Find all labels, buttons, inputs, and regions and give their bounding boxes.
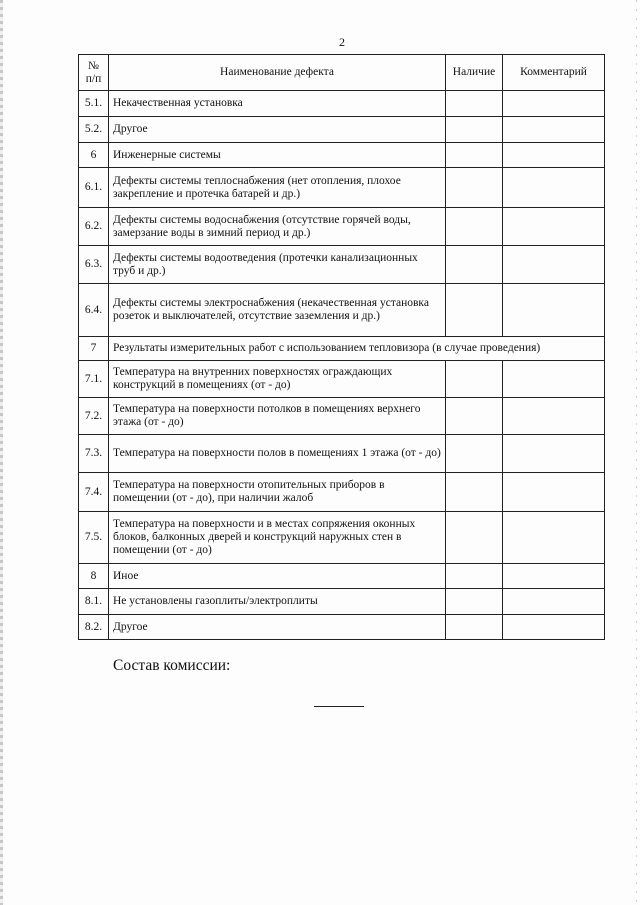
row-defect-name: Некачественная установка <box>109 91 446 117</box>
row-defect-name: Температура на поверхности потолков в помещениях верхнего этажа (от - до) <box>109 398 446 435</box>
header-comment: Комментарий <box>503 55 605 91</box>
table-row <box>79 208 605 246</box>
row-number: 7.4. <box>79 473 109 512</box>
row-number: 8.2. <box>79 615 109 640</box>
table-row <box>79 435 605 473</box>
row-defect-name: Другое <box>109 117 446 143</box>
table-row <box>79 564 605 589</box>
row-presence-cell <box>446 284 503 337</box>
row-number: 7.5. <box>79 512 109 564</box>
table-row <box>79 589 605 615</box>
row-number: 6 <box>79 143 109 168</box>
row-comment-cell <box>503 117 605 143</box>
table-row <box>79 337 605 361</box>
row-presence-cell <box>446 117 503 143</box>
row-number: 6.1. <box>79 168 109 208</box>
table-row <box>79 473 605 512</box>
row-defect-name: Температура на поверхности отопительных приборов в помещении (от - до), при наличии жалоб <box>109 473 446 512</box>
header-num: № п/п <box>79 55 109 91</box>
row-defect-name: Дефекты системы водоснабжения (отсутствие горячей воды, замерзание воды в зимний период и др.) <box>109 208 446 246</box>
row-defect-name: Температура на поверхности и в местах сопряжения оконных блоков, балконных дверей и конструкций наружных стен в помещении (от - до) <box>109 512 446 564</box>
table-row <box>79 398 605 435</box>
row-presence-cell <box>446 589 503 615</box>
commission-label: Состав комиссии: <box>113 657 231 674</box>
table-row <box>79 168 605 208</box>
table-row <box>79 246 605 284</box>
row-defect-name: Дефекты системы теплоснабжения (нет отопления, плохое закрепление и протечка батарей и др.) <box>109 168 446 208</box>
scan-edge-left <box>0 0 3 905</box>
row-presence-cell <box>446 435 503 473</box>
header-defect-name: Наименование дефекта <box>109 55 446 91</box>
row-number: 7 <box>79 337 109 361</box>
row-comment-cell <box>503 398 605 435</box>
table-row <box>79 117 605 143</box>
scan-edge-right <box>636 0 637 905</box>
row-defect-name: Температура на поверхности полов в помещениях 1 этажа (от - до) <box>109 435 446 473</box>
table-header-row <box>79 55 605 91</box>
row-comment-cell <box>503 168 605 208</box>
row-defect-name: Иное <box>109 564 446 589</box>
row-presence-cell <box>446 361 503 398</box>
row-defect-name: Не установлены газоплиты/электроплиты <box>109 589 446 615</box>
row-presence-cell <box>446 168 503 208</box>
row-presence-cell <box>446 473 503 512</box>
table-row <box>79 512 605 564</box>
table-row <box>79 284 605 337</box>
row-comment-cell <box>503 91 605 117</box>
row-presence-cell <box>446 246 503 284</box>
table-row <box>79 143 605 168</box>
row-presence-cell <box>446 564 503 589</box>
row-number: 5.2. <box>79 117 109 143</box>
row-presence-cell <box>446 615 503 640</box>
row-comment-cell <box>503 208 605 246</box>
header-presence: Наличие <box>446 55 503 91</box>
row-number: 6.4. <box>79 284 109 337</box>
defects-table <box>78 54 605 640</box>
table-row <box>79 615 605 640</box>
row-comment-cell <box>503 284 605 337</box>
row-number: 7.1. <box>79 361 109 398</box>
row-comment-cell <box>503 361 605 398</box>
row-comment-cell <box>503 143 605 168</box>
page-number: 2 <box>339 35 345 49</box>
row-defect-name: Температура на внутренних поверхностях ограждающих конструкций в помещениях (от - до) <box>109 361 446 398</box>
row-number: 8 <box>79 564 109 589</box>
signature-line <box>314 706 364 707</box>
row-comment-cell <box>503 512 605 564</box>
row-presence-cell <box>446 208 503 246</box>
row-presence-cell <box>446 512 503 564</box>
row-defect-name: Дефекты системы электроснабжения (некачественная установка розеток и выключателей, отсутствие заземления и др.) <box>109 284 446 337</box>
row-defect-name: Дефекты системы водоотведения (протечки канализационных труб и др.) <box>109 246 446 284</box>
table-row <box>79 91 605 117</box>
table-row <box>79 361 605 398</box>
row-number: 8.1. <box>79 589 109 615</box>
row-presence-cell <box>446 143 503 168</box>
row-number: 6.2. <box>79 208 109 246</box>
row-presence-cell <box>446 91 503 117</box>
row-number: 6.3. <box>79 246 109 284</box>
row-comment-cell <box>503 473 605 512</box>
row-comment-cell <box>503 435 605 473</box>
row-comment-cell <box>503 589 605 615</box>
row-defect-name: Результаты измерительных работ с использованием тепловизора (в случае проведения) <box>109 337 605 361</box>
row-comment-cell <box>503 246 605 284</box>
row-defect-name: Инженерные системы <box>109 143 446 168</box>
row-number: 7.3. <box>79 435 109 473</box>
row-number: 7.2. <box>79 398 109 435</box>
row-defect-name: Другое <box>109 615 446 640</box>
row-number: 5.1. <box>79 91 109 117</box>
row-comment-cell <box>503 564 605 589</box>
row-presence-cell <box>446 398 503 435</box>
row-comment-cell <box>503 615 605 640</box>
